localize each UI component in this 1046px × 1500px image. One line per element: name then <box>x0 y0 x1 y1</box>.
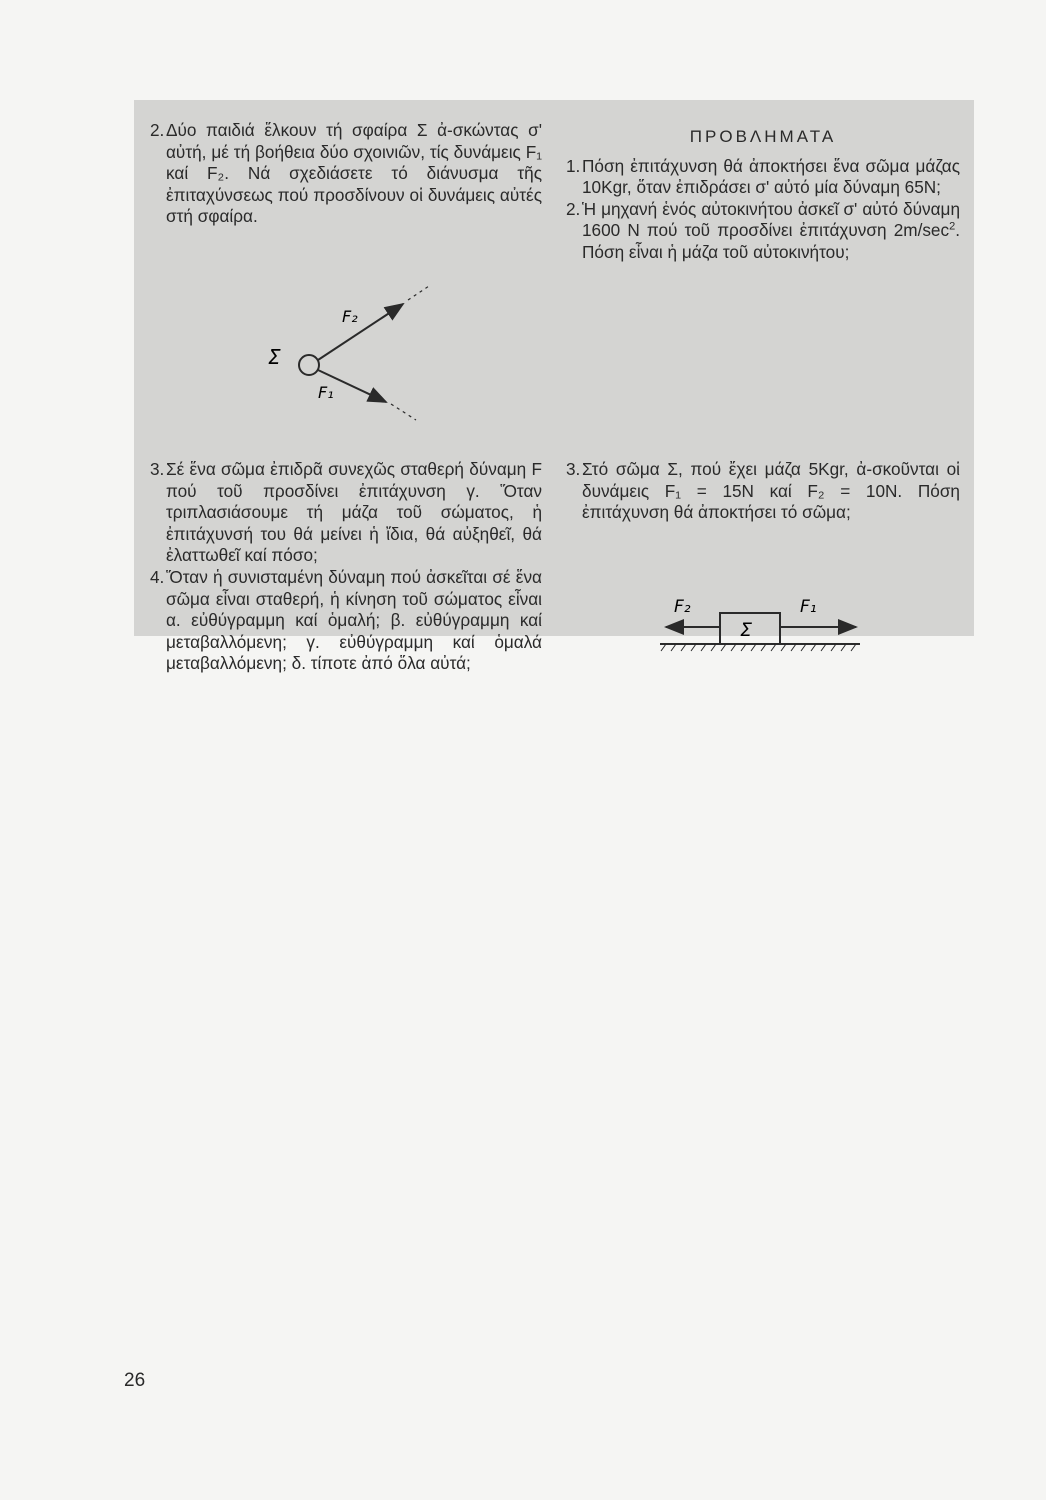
problem-2-exponent: 2 <box>949 220 956 233</box>
f2-extension <box>408 286 432 300</box>
sphere-label: Σ <box>268 345 281 369</box>
problems-section <box>566 126 960 264</box>
sphere-body <box>299 355 319 375</box>
f1-extension <box>391 404 416 420</box>
question-2 <box>150 120 542 228</box>
page-number: 26 <box>124 1370 146 1391</box>
f2-arrow <box>318 304 403 360</box>
question-3-number: 3. <box>150 459 165 479</box>
question-2-text: Δύο παιδιά ἕλκουν τή σφαίρα Σ ἀ-σκώντας σ' αὐτή, μέ τή βοήθεια δύο σχοινιῶν, τίς δυνάμεις F₁ καί F₂. Νά σχεδιάσετε τό διάνυσμα τῆς ἐπιταχύνσεως πού προσδίνουν οἱ δυνάμεις αὐτές στή σφαίρα. <box>166 120 542 227</box>
problem-1-text: Πόση ἐπιτάχυνση θά ἀποκτήσει ἕνα σῶμα μάζας 10Kgr, ὅταν ἐπιδράσει σ' αὐτό μία δύναμη 65N; <box>582 155 960 198</box>
problem-3 <box>566 459 960 524</box>
questions-3-4 <box>150 459 542 675</box>
figure-block-forces <box>660 590 870 660</box>
problem-2-number: 2. <box>566 198 581 219</box>
problem-3-text: Στό σῶμα Σ, πού ἔχει μάζα 5Kgr, ἀ-σκοῦνται οἱ δυνάμεις F₁ = 15N καί F₂ = 10N. Πόση ἐπιτάχυνση θά ἀποκτήσει τό σῶμα; <box>582 459 960 523</box>
problem-2-text: Ἡ μηχανή ἑνός αὐτοκινήτου ἀσκεῖ σ' αὐτό δύναμη 1600 N πού τοῦ προσδίνει ἐπιτάχυνση 2m/sec <box>582 198 960 241</box>
figure-sphere-forces <box>258 286 438 428</box>
f1-label: F₁ <box>800 597 817 617</box>
problems-heading: ΠΡΟΒΛΗΜΑΤΑ <box>689 127 837 146</box>
f1-label: F₁ <box>318 383 334 402</box>
problem-3-number: 3. <box>566 459 581 479</box>
f2-label: F₂ <box>674 597 691 617</box>
f2-label: F₂ <box>342 307 358 326</box>
block-label: Σ <box>740 619 753 641</box>
problem-2-text-end: . Πόση εἶναι ἡ μάζα τοῦ αὐτοκινήτου; <box>582 220 960 262</box>
problem-1-number: 1. <box>566 155 581 176</box>
question-2-number: 2. <box>150 120 165 140</box>
ground-hatching <box>661 644 856 651</box>
question-4-number: 4. <box>150 566 165 587</box>
question-3-text: Σέ ἕνα σῶμα ἐπιδρᾶ συνεχῶς σταθερή δύναμη F πού τοῦ προσδίνει ἐπιτάχυνση γ. Ὅταν τριπλασιάσουμε τή μάζα τοῦ σώματος, ἡ ἐπιτάχυνσή του θά μείνει ἡ ἴδια, θά αὐξηθεῖ, θά ἐλαττωθεῖ καί πόσο; <box>166 459 542 566</box>
question-4-text: Ὅταν ἡ συνισταμένη δύναμη πού ἀσκεῖται σέ ἕνα σῶμα εἶναι σταθερή, ἡ κίνηση τοῦ σώματος εἶναι α. εὐθύγραμμη καί ὁμαλή; β. εὐθύγραμμη καί μεταβαλλόμενη; γ. εὐθύγραμμη καί ὁμαλά μεταβαλλόμενη; δ. τίποτε ἀπό ὅλα αὐτά; <box>166 566 542 674</box>
